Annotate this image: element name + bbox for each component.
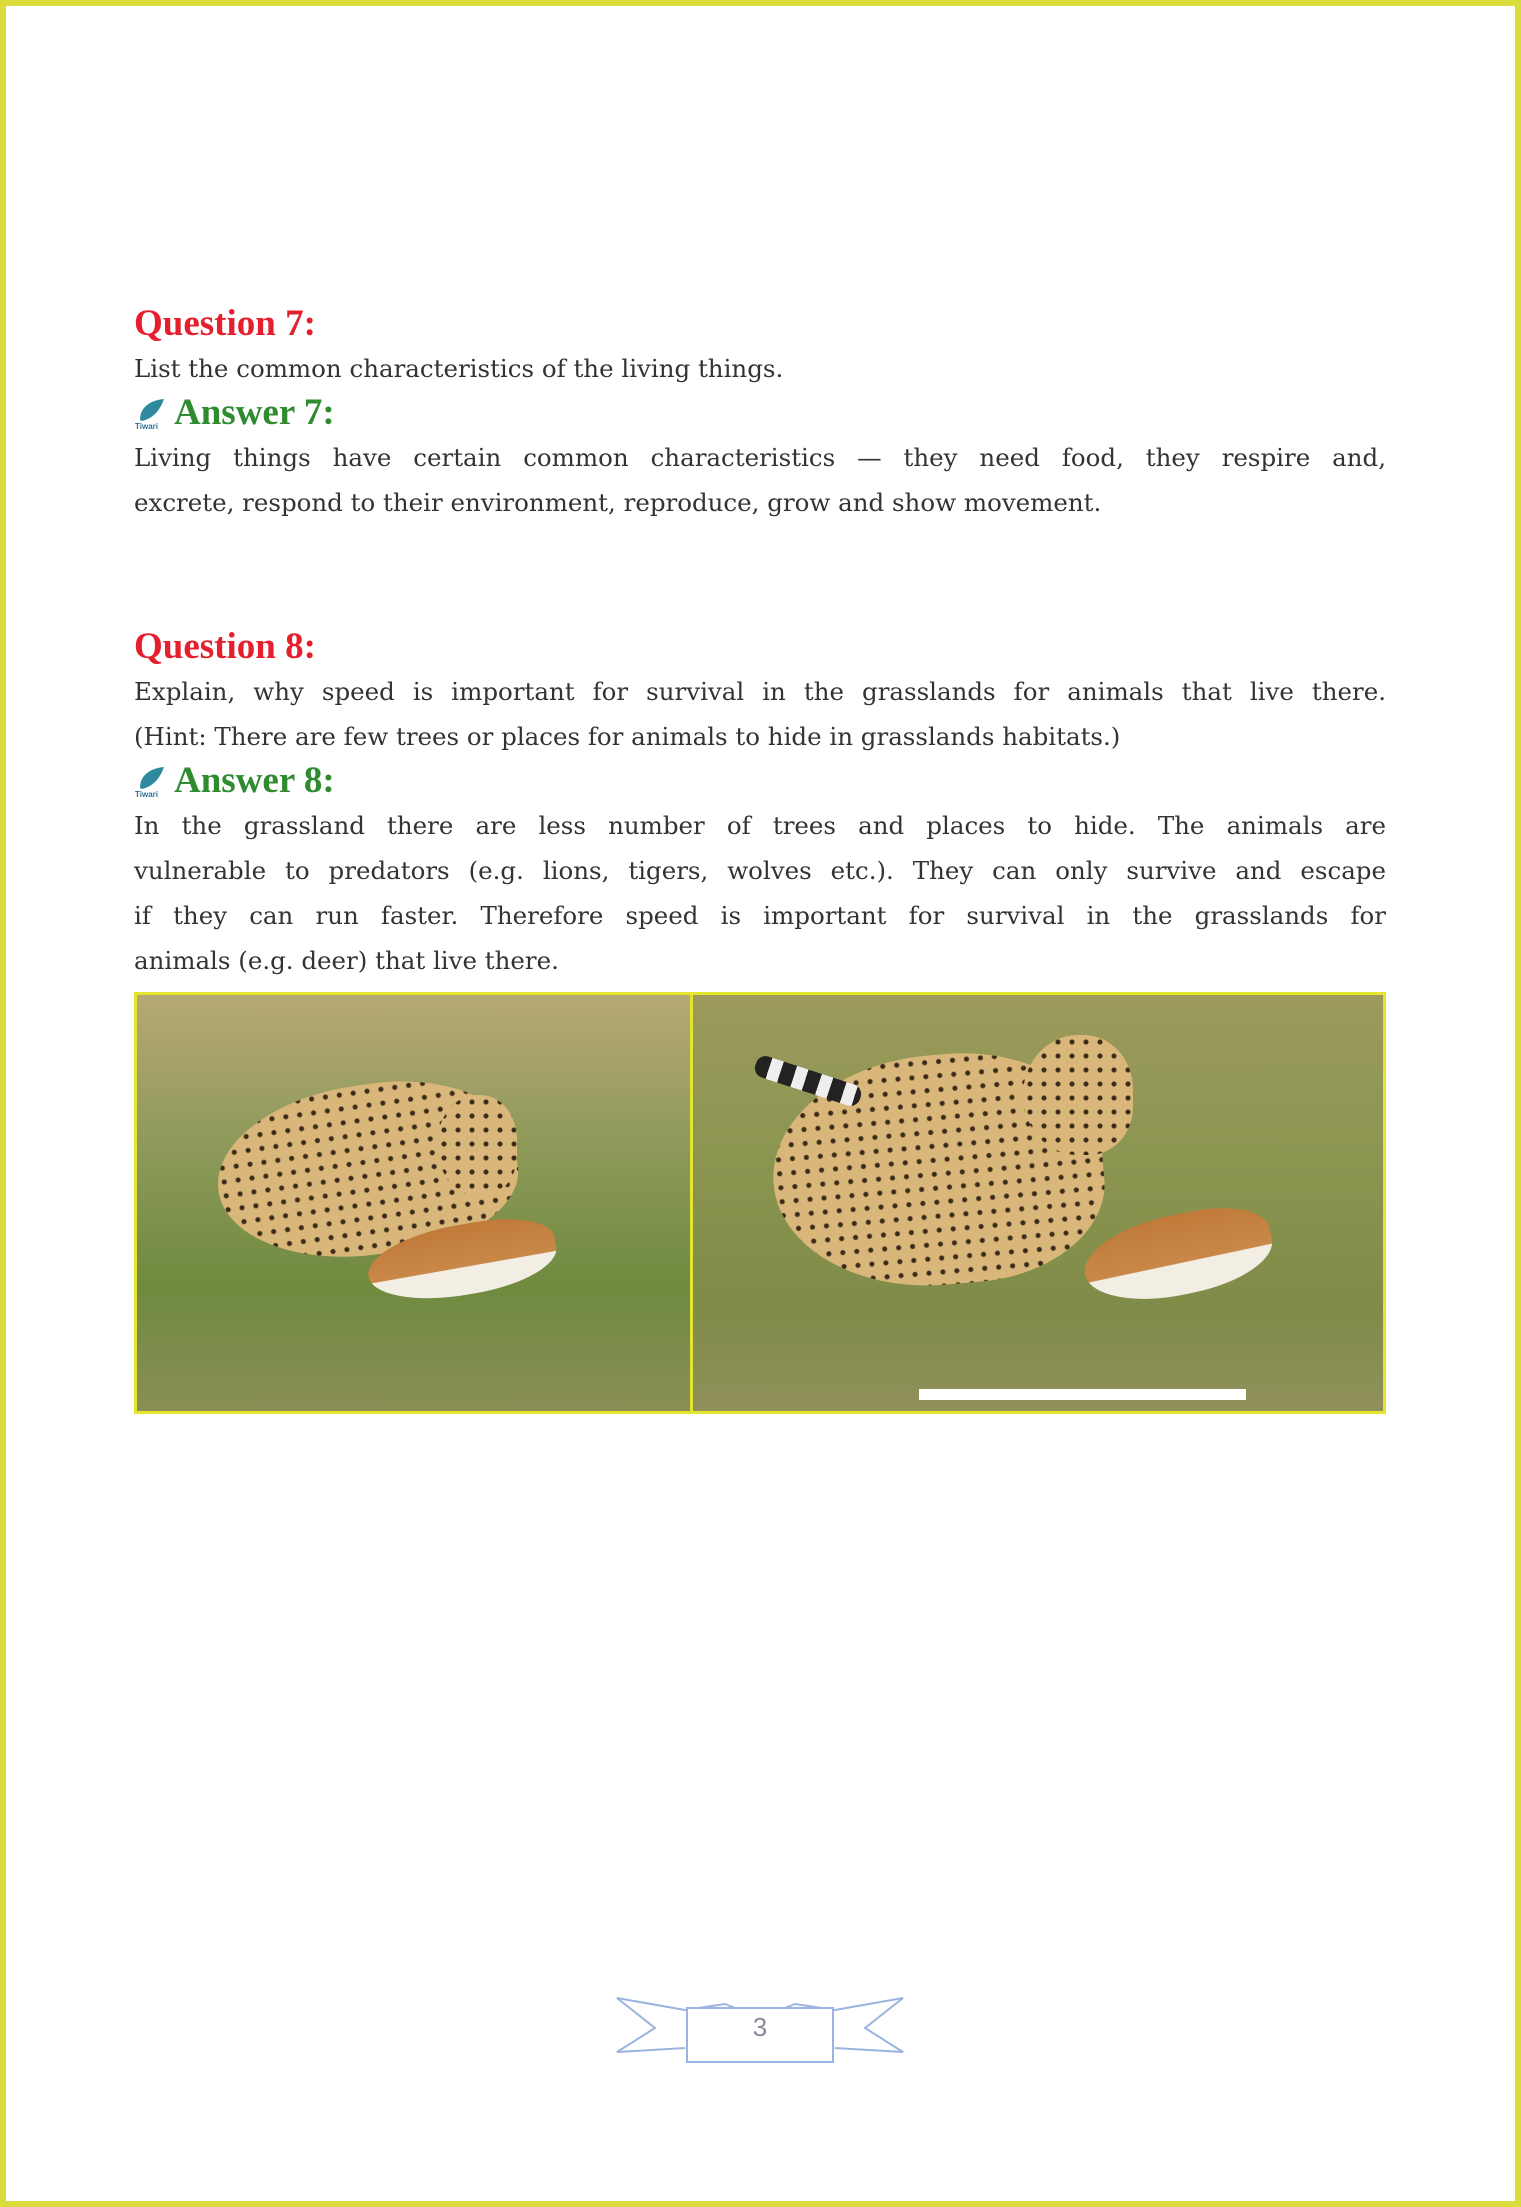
answer-7-label: Answer 7: bbox=[174, 392, 335, 433]
answer-8-line: animals (e.g. deer) that live there. bbox=[134, 946, 559, 975]
answer-8-line: In the grassland there are less number of trees and places to hide. The animals are bbox=[134, 811, 1386, 840]
cheetah-photos bbox=[134, 992, 1386, 1414]
answer-8-heading bbox=[134, 759, 1386, 803]
page-number: 3 bbox=[752, 2012, 768, 2042]
svg-text:Tiwari: Tiwari bbox=[135, 422, 158, 430]
caption-bar bbox=[919, 1389, 1246, 1400]
question-8-text-line: (Hint: There are few trees or places for animals to hide in grasslands habitats.) bbox=[134, 722, 1121, 751]
question-8-block bbox=[134, 625, 1386, 983]
question-8-text-line: Explain, why speed is important for survival in the grasslands for animals that live there. bbox=[134, 677, 1386, 706]
page-number-ribbon bbox=[615, 1990, 905, 2070]
question-7-heading: Question 7: bbox=[134, 303, 316, 344]
cheetah-chasing-gazelle-photo-1 bbox=[137, 995, 693, 1411]
answer-8-line: if they can run faster. Therefore speed is important for survival in the grasslands for bbox=[134, 901, 1386, 930]
answer-7-line: Living things have certain common characteristics — they need food, they respire and, bbox=[134, 443, 1386, 472]
leaf-logo-icon bbox=[134, 396, 168, 430]
answer-7-line: excrete, respond to their environment, reproduce, grow and show movement. bbox=[134, 488, 1102, 517]
question-7-block bbox=[134, 302, 1386, 525]
answer-7-heading bbox=[134, 391, 1386, 435]
leaf-logo-icon bbox=[134, 764, 168, 798]
answer-8-label: Answer 8: bbox=[174, 760, 335, 801]
cheetah-chasing-gazelle-photo-2 bbox=[693, 995, 1383, 1411]
svg-text:Tiwari: Tiwari bbox=[135, 790, 158, 798]
question-8-heading: Question 8: bbox=[134, 626, 316, 667]
question-7-text: List the common characteristics of the living things. bbox=[134, 354, 784, 383]
answer-8-line: vulnerable to predators (e.g. lions, tigers, wolves etc.). They can only survive and escape bbox=[134, 856, 1386, 885]
